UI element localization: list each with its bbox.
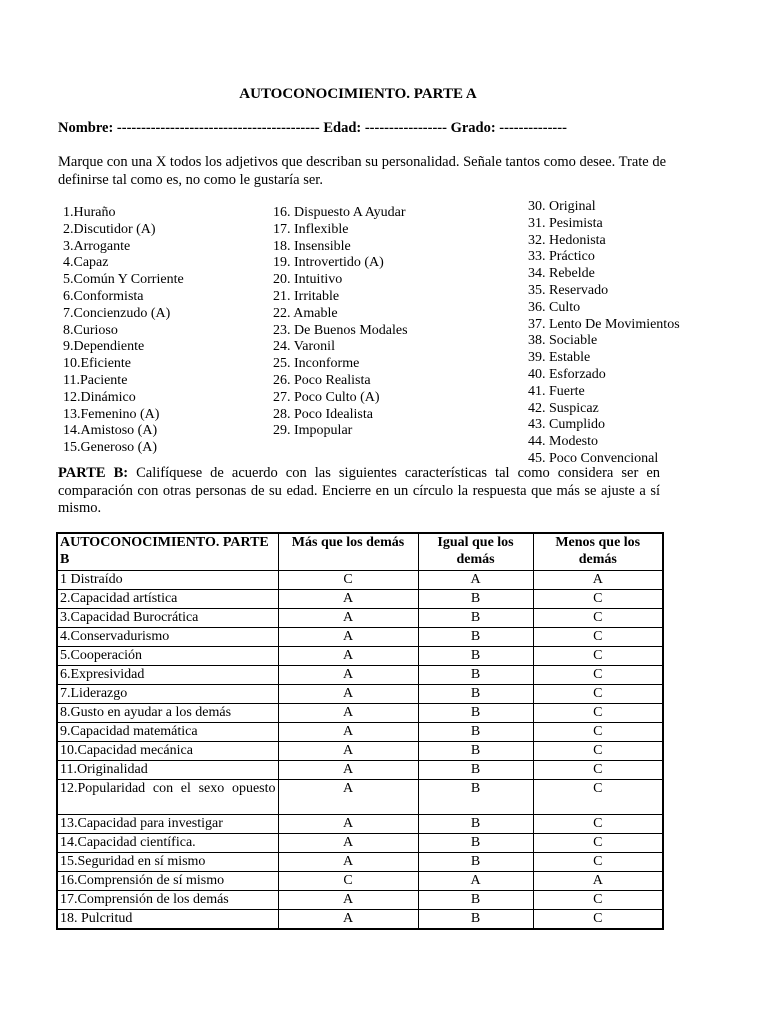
adjective-item: 35. Reservado (528, 282, 609, 298)
table-body (57, 571, 663, 929)
adjective-item: 9.Dependiente (63, 339, 145, 355)
answer-option[interactable]: A (278, 685, 418, 704)
answer-option[interactable]: A (278, 815, 418, 834)
adjective-item: 27. Poco Culto (A) (273, 389, 380, 405)
table-row (57, 609, 663, 628)
answer-option[interactable]: B (418, 910, 533, 929)
table-row (57, 590, 663, 609)
answer-option[interactable]: B (418, 704, 533, 723)
page-title: AUTOCONOCIMIENTO. PARTE A (239, 86, 477, 102)
adjective-item: 45. Poco Convencional (528, 450, 659, 466)
trait-label: 16.Comprensión de sí mismo (57, 872, 278, 891)
trait-label: 12.Popularidad con el sexo opuesto (57, 780, 278, 815)
answer-option[interactable]: A (278, 742, 418, 761)
table-row (57, 628, 663, 647)
trait-label: 4.Conservadurismo (57, 628, 278, 647)
adjective-item: 17. Inflexible (273, 221, 349, 237)
table-row (57, 704, 663, 723)
adjective-column-1 (63, 205, 184, 457)
answer-option[interactable]: A (278, 647, 418, 666)
adjective-item: 13.Femenino (A) (63, 406, 160, 422)
adjective-item: 26. Poco Realista (273, 372, 371, 388)
trait-label: 18. Pulcritud (57, 910, 278, 929)
adjective-item: 14.Amistoso (A) (63, 423, 158, 439)
trait-label: 15.Seguridad en sí mismo (57, 853, 278, 872)
adjective-item: 32. Hedonista (528, 232, 606, 248)
trait-label: 11.Originalidad (57, 761, 278, 780)
adjective-item: 6.Conformista (63, 288, 144, 304)
trait-label: 8.Gusto en ayudar a los demás (57, 704, 278, 723)
part-b-text: Califíquese de acuerdo con las siguientes características tal como considera ser en comparación con otras personas de su edad. Encierre en un círculo la respuesta que más se ajuste a sí mismo. (58, 465, 661, 516)
adjective-item: 20. Intuitivo (273, 272, 343, 288)
table-row (57, 723, 663, 742)
adjective-item: 25. Inconforme (273, 356, 360, 372)
answer-option[interactable]: B (418, 761, 533, 780)
adjective-item: 28. Poco Idealista (273, 406, 373, 422)
answer-option[interactable]: C (533, 853, 663, 872)
trait-label: 3.Capacidad Burocrática (57, 609, 278, 628)
table-row (57, 872, 663, 891)
answer-option[interactable]: C (533, 761, 663, 780)
table-row (57, 891, 663, 910)
answer-option[interactable]: B (418, 628, 533, 647)
table-header-trait: AUTOCONOCIMIENTO. PARTE B (57, 533, 278, 571)
adjective-item: 16. Dispuesto A Ayudar (273, 205, 406, 220)
trait-label: 10.Capacidad mecánica (57, 742, 278, 761)
answer-option[interactable]: C (533, 723, 663, 742)
answer-option[interactable]: C (533, 609, 663, 628)
adjective-item: 18. Insensible (273, 238, 351, 254)
trait-label: 17.Comprensión de los demás (57, 891, 278, 910)
answer-option[interactable]: B (418, 834, 533, 853)
answer-option[interactable]: A (278, 891, 418, 910)
answer-option[interactable]: B (418, 666, 533, 685)
adjective-item: 7.Concienzudo (A) (63, 305, 171, 321)
table-row (57, 910, 663, 929)
adjective-item: 23. De Buenos Modales (273, 322, 408, 338)
answer-option[interactable]: B (418, 723, 533, 742)
student-info-line: Nombre: ------------------------------------------ Edad: ----------------- Grado: -------------- (58, 120, 567, 136)
answer-option[interactable]: B (418, 742, 533, 761)
answer-option[interactable]: C (533, 891, 663, 910)
part-b-label: PARTE B: (58, 465, 129, 481)
table-row (57, 685, 663, 704)
adjective-item: 38. Sociable (528, 333, 598, 349)
answer-option[interactable]: B (418, 609, 533, 628)
self-knowledge-table (56, 532, 664, 930)
answer-option[interactable]: A (278, 723, 418, 742)
adjective-item: 22. Amable (273, 305, 338, 321)
answer-option[interactable]: C (533, 742, 663, 761)
answer-option[interactable]: C (533, 666, 663, 685)
adjective-item: 3.Arrogante (63, 238, 131, 254)
table-header-less: Menos que los demás (533, 533, 663, 571)
instructions: Marque con una X todos los adjetivos que describan su personalidad. Señale tantos como desee. Trate de definirse tal como es, no como le gustaría ser. (58, 154, 667, 188)
trait-label: 5.Cooperación (57, 647, 278, 666)
answer-option[interactable]: C (533, 704, 663, 723)
answer-option[interactable]: B (418, 685, 533, 704)
adjective-item: 40. Esforzado (528, 366, 606, 382)
answer-option[interactable]: B (418, 853, 533, 872)
answer-option[interactable]: A (278, 666, 418, 685)
adjective-item: 5.Común Y Corriente (63, 272, 184, 288)
answer-option[interactable]: A (533, 872, 663, 891)
adjective-item: 4.Capaz (63, 255, 109, 271)
answer-option[interactable]: C (533, 685, 663, 704)
trait-label: 7.Liderazgo (57, 685, 278, 704)
adjective-item: 10.Eficiente (63, 356, 132, 372)
table-row (57, 571, 663, 590)
adjective-item: 36. Culto (528, 299, 581, 315)
answer-option[interactable]: B (418, 815, 533, 834)
answer-option[interactable]: A (278, 628, 418, 647)
table-row (57, 666, 663, 685)
trait-label: 1 Distraído (57, 571, 278, 590)
adjective-item: 19. Introvertido (A) (273, 255, 384, 271)
answer-option[interactable]: C (533, 780, 663, 815)
adjective-column-3 (528, 199, 680, 468)
answer-option[interactable]: B (418, 647, 533, 666)
answer-option[interactable]: A (278, 853, 418, 872)
answer-option[interactable]: C (533, 815, 663, 834)
adjective-item: 37. Lento De Movimientos (528, 316, 680, 332)
adjective-item: 15.Generoso (A) (63, 440, 158, 456)
answer-option[interactable]: B (418, 590, 533, 609)
answer-option[interactable]: C (533, 910, 663, 929)
trait-label: 2.Capacidad artística (57, 590, 278, 609)
adjective-item: 2.Discutidor (A) (63, 221, 156, 237)
answer-option[interactable]: A (278, 704, 418, 723)
table-header-more: Más que los demás (278, 533, 418, 571)
table-row (57, 834, 663, 853)
answer-option[interactable]: C (533, 834, 663, 853)
adjective-item: 29. Impopular (273, 423, 353, 439)
adjective-column-2 (273, 205, 408, 440)
trait-label: 14.Capacidad científica. (57, 834, 278, 853)
answer-option[interactable]: A (278, 780, 418, 815)
part-b-instructions (58, 465, 660, 518)
answer-option[interactable]: A (278, 761, 418, 780)
adjective-item: 31. Pesimista (528, 215, 603, 231)
answer-option[interactable]: B (418, 891, 533, 910)
trait-label: 9.Capacidad matemática (57, 723, 278, 742)
adjective-item: 33. Práctico (528, 249, 595, 265)
answer-option[interactable]: B (418, 780, 533, 815)
table-row (57, 742, 663, 761)
answer-option[interactable]: A (278, 609, 418, 628)
answer-option[interactable]: A (278, 910, 418, 929)
adjective-item: 43. Cumplido (528, 417, 606, 433)
answer-option[interactable]: C (533, 647, 663, 666)
table-row (57, 815, 663, 834)
adjective-item: 42. Suspicaz (528, 400, 599, 416)
answer-option[interactable]: C (278, 571, 418, 590)
trait-label: 6.Expresividad (57, 666, 278, 685)
adjective-item: 30. Original (528, 199, 596, 214)
answer-option[interactable]: C (533, 628, 663, 647)
answer-option[interactable]: A (418, 872, 533, 891)
adjective-item: 24. Varonil (273, 339, 335, 355)
adjective-item: 12.Dinámico (63, 389, 136, 405)
answer-option[interactable]: A (278, 834, 418, 853)
table-header-equal: Igual que los demás (418, 533, 533, 571)
adjective-item: 39. Estable (528, 350, 591, 366)
answer-option[interactable]: A (533, 571, 663, 590)
adjective-item: 8.Curioso (63, 322, 118, 338)
table-row (57, 761, 663, 780)
table-row (57, 853, 663, 872)
answer-option[interactable]: C (533, 590, 663, 609)
table-row (57, 647, 663, 666)
answer-option[interactable]: A (418, 571, 533, 590)
adjective-item: 44. Modesto (528, 434, 598, 450)
answer-option[interactable]: A (278, 590, 418, 609)
answer-option[interactable]: C (278, 872, 418, 891)
adjective-item: 1.Huraño (63, 205, 116, 220)
adjective-item: 11.Paciente (63, 372, 128, 388)
adjective-item: 21. Irritable (273, 288, 340, 304)
adjective-item: 34. Rebelde (528, 266, 595, 282)
table-row (57, 780, 663, 815)
adjective-item: 41. Fuerte (528, 383, 585, 399)
trait-label: 13.Capacidad para investigar (57, 815, 278, 834)
